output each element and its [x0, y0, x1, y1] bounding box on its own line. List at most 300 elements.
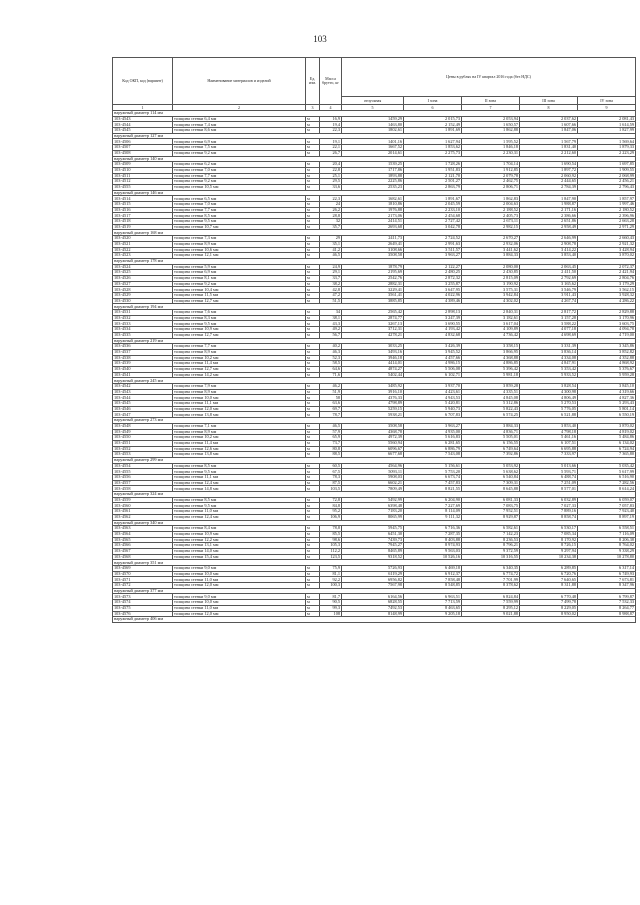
row-zone-price-2: 2 932,06	[462, 241, 520, 247]
row-release-price: 1539,25	[342, 162, 404, 168]
row-name: толщина стенки 14,0 мм	[173, 548, 306, 554]
row-unit: м	[306, 202, 320, 208]
row-release-price: 3267,13	[342, 321, 404, 327]
row-zone-price-4: 8 206,38	[578, 537, 636, 543]
row-zone-price-2: 4 886,85	[462, 361, 520, 367]
row-code: 103-4529	[113, 293, 173, 299]
row-name: толщина стенки 11,0 мм	[173, 577, 306, 583]
row-zone-price-2: 1 912,85	[462, 167, 520, 173]
row-zone-price-4: 6 799,87	[578, 594, 636, 600]
row-mass: 32	[320, 219, 342, 225]
row-zone-price-4: 8 764,02	[578, 543, 636, 549]
row-zone-price-1: 7 543,08	[404, 452, 462, 458]
row-zone-price-3: 4 077,18	[520, 327, 578, 333]
row-mass: 92,2	[320, 577, 342, 583]
row-name: толщина стенки 10,9 мм	[173, 531, 306, 537]
row-zone-price-1: 4 943,53	[404, 395, 462, 401]
row-mass: 112,2	[320, 548, 342, 554]
row-zone-price-2: 2 230,31	[462, 150, 520, 156]
row-zone-price-4: 6 550,19	[578, 412, 636, 418]
row-code: 103-4555	[113, 184, 173, 190]
row-name: толщина стенки 7,6 мм	[173, 310, 306, 316]
row-name: толщина стенки 8,9 мм	[173, 349, 306, 355]
row-zone-price-1: 4 423,61	[404, 389, 462, 395]
row-unit: м	[306, 514, 320, 520]
row-zone-price-1: 2 233,10	[404, 207, 462, 213]
row-unit: м	[306, 162, 320, 168]
header-zone-1: I зона	[404, 97, 462, 105]
row-name: толщина стенки 10,2 мм	[173, 355, 306, 361]
row-mass: 106,9	[320, 514, 342, 520]
row-zone-price-2: 3 182,61	[462, 315, 520, 321]
row-zone-price-1: 4 986,15	[404, 361, 462, 367]
row-zone-price-3: 3 828,54	[520, 384, 578, 390]
row-zone-price-2: 2 053,94	[462, 116, 520, 122]
row-mass: 46,5	[320, 423, 342, 429]
row-code: 103-4512	[113, 179, 173, 185]
row-name: толщина стенки 7,9 мм	[173, 384, 306, 390]
row-zone-price-2: 2 673,11	[462, 219, 520, 225]
row-name: толщина стенки 12,7 мм	[173, 366, 306, 372]
row-name: толщина стенки 9,5 мм	[173, 469, 306, 475]
row-zone-price-3: 7 640,65	[520, 577, 578, 583]
row-name: толщина стенки 10,0 мм	[173, 395, 306, 401]
row-zone-price-4: 2 072,37	[578, 264, 636, 270]
row-zone-price-2: 9 021,88	[462, 611, 520, 617]
row-code: 103-4546	[113, 406, 173, 412]
row-zone-price-3: 5 353,42	[520, 366, 578, 372]
row-zone-price-2: 7 309,31	[462, 480, 520, 486]
row-unit: м	[306, 401, 320, 407]
row-zone-price-1: 6 716,36	[404, 526, 462, 532]
row-code: 103-4565	[113, 537, 173, 543]
row-zone-price-3: 2 792,69	[520, 275, 578, 281]
row-release-price: 1463,80	[342, 122, 404, 128]
row-release-price: 2225,86	[342, 179, 404, 185]
row-zone-price-2: 7 559,99	[462, 600, 520, 606]
row-zone-price-1: 2 872,32	[404, 275, 462, 281]
row-unit: м	[306, 469, 320, 475]
col-index: 2	[173, 105, 306, 111]
row-unit: м	[306, 531, 320, 537]
row-zone-price-4: 2 804,76	[578, 275, 636, 281]
row-zone-price-4: 6 059,07	[578, 497, 636, 503]
row-name: толщина стенки 9,0 мм	[173, 566, 306, 572]
row-mass: 63,6	[320, 401, 342, 407]
row-code: 103-4548	[113, 423, 173, 429]
row-unit: м	[306, 145, 320, 151]
row-unit: м	[306, 247, 320, 253]
row-code: 103-4561	[113, 509, 173, 515]
row-zone-price-4: 2 421,94	[578, 270, 636, 276]
row-zone-price-1: 5 506,08	[404, 366, 462, 372]
row-release-price: 1459,29	[342, 116, 404, 122]
row-code: 103-4545	[113, 128, 173, 134]
row-zone-price-3: 3 588,22	[520, 321, 578, 327]
row-zone-price-4: 5 484,86	[578, 435, 636, 441]
row-zone-price-4: 4 286,22	[578, 298, 636, 304]
row-release-price: 6398,48	[342, 503, 404, 509]
row-zone-price-1: 2 045,59	[404, 202, 462, 208]
row-zone-price-2: 2 840,31	[462, 310, 520, 316]
row-unit: м	[306, 509, 320, 515]
row-mass: 38,2	[320, 281, 342, 287]
row-zone-price-3: 4 267,74	[520, 298, 578, 304]
row-zone-price-2: 3 617,04	[462, 321, 520, 327]
row-name: толщина стенки 8,9 мм	[173, 389, 306, 395]
row-unit: м	[306, 600, 320, 606]
row-release-price: 2693,68	[342, 224, 404, 230]
row-code: 103-4568	[113, 554, 173, 560]
row-zone-price-2: 3 859,28	[462, 384, 520, 390]
row-release-price: 7567,98	[342, 583, 404, 589]
row-zone-price-1: 6 102,71	[404, 372, 462, 378]
row-unit: м	[306, 332, 320, 338]
row-name: толщина стенки 8,5 мм	[173, 463, 306, 469]
row-mass: 90,5	[320, 600, 342, 606]
row-unit: м	[306, 122, 320, 128]
row-mass: 103,5	[320, 486, 342, 492]
row-release-price: 1667,52	[342, 145, 404, 151]
row-release-price: 4798,89	[342, 401, 404, 407]
row-zone-price-4: 4 719,00	[578, 332, 636, 338]
row-zone-price-2: 5 053,92	[462, 463, 520, 469]
row-zone-price-4: 2 663,28	[578, 219, 636, 225]
row-zone-price-1: 8 114,09	[404, 509, 462, 515]
row-name: толщина стенки 9,0 мм	[173, 594, 306, 600]
row-code: 103-4517	[113, 213, 173, 219]
row-zone-price-2: 6 340,35	[462, 566, 520, 572]
row-zone-price-1: 8 548,85	[404, 583, 462, 589]
row-release-price: 1976,88	[342, 207, 404, 213]
row-release-price: 8148,99	[342, 611, 404, 617]
row-zone-price-3: 4 334,08	[520, 355, 578, 361]
row-zone-price-4: 4 094,78	[578, 327, 636, 333]
row-zone-price-3: 1 897,72	[520, 167, 578, 173]
row-zone-price-2: 3 441,62	[462, 247, 520, 253]
row-code: 103-4520	[113, 236, 173, 242]
row-code: 103-4509	[113, 162, 173, 168]
row-zone-price-4: 2 796,43	[578, 184, 636, 190]
row-zone-price-2: 2 982,15	[462, 224, 520, 230]
row-release-price: 3485,92	[342, 384, 404, 390]
section-title: наружный диаметр 114 мм	[113, 111, 636, 117]
row-zone-price-1: 4 832,68	[404, 332, 462, 338]
row-name: толщина стенки 7,7 мм	[173, 173, 306, 179]
row-zone-price-2: 4 836,71	[462, 429, 520, 435]
row-zone-price-4: 2 456,21	[578, 179, 636, 185]
row-name: толщина стенки 7,7 мм	[173, 344, 306, 350]
row-zone-price-2: 3 884,33	[462, 253, 520, 259]
row-zone-price-3: 8 311,88	[520, 583, 578, 589]
row-zone-price-2: 2 670,27	[462, 236, 520, 242]
row-name: толщина стенки 6,9 мм	[173, 270, 306, 276]
row-zone-price-1: 7 713,59	[404, 600, 462, 606]
row-code: 103-4550	[113, 435, 173, 441]
row-zone-price-2: 2 080,00	[462, 264, 520, 270]
section-title: наружный диаметр 377 мм	[113, 588, 636, 594]
row-release-price: 1893,88	[342, 173, 404, 179]
row-zone-price-4: 6 749,93	[578, 571, 636, 577]
row-code: 103-4560	[113, 503, 173, 509]
row-code: 103-4530	[113, 298, 173, 304]
row-zone-price-2: 2 004,63	[462, 202, 520, 208]
row-zone-price-1: 7 287,35	[404, 531, 462, 537]
row-mass: 51,5	[320, 298, 342, 304]
row-zone-price-3: 5 933,52	[520, 372, 578, 378]
row-unit: м	[306, 270, 320, 276]
row-unit: м	[306, 184, 320, 190]
row-name: толщина стенки 8,9 мм	[173, 241, 306, 247]
row-zone-price-3: 1 831,40	[520, 145, 578, 151]
row-zone-price-3: 6 289,85	[520, 566, 578, 572]
row-mass: 99,3	[320, 605, 342, 611]
row-zone-price-1: 3 247,39	[404, 315, 462, 321]
row-zone-price-2: 5 822,43	[462, 406, 520, 412]
row-name: толщина стенки 9,2 мм	[173, 179, 306, 185]
row-zone-price-3: 2 063,45	[520, 264, 578, 270]
row-code: 103-4511	[113, 173, 173, 179]
row-zone-price-4: 10 278,80	[578, 554, 636, 560]
row-zone-price-1: 3 937,70	[404, 384, 462, 390]
row-release-price: 1878,79	[342, 264, 404, 270]
row-zone-price-4: 1 614,59	[578, 122, 636, 128]
row-zone-price-2: 1 862,83	[462, 196, 520, 202]
row-mass: 65,9	[320, 435, 342, 441]
row-name: толщина стенки 11,1 мм	[173, 401, 306, 407]
row-zone-price-4: 6 317,14	[578, 566, 636, 572]
row-code: 103-4562	[113, 514, 173, 520]
row-zone-price-1: 2 898,13	[404, 310, 462, 316]
row-zone-price-2: 7 701,99	[462, 577, 520, 583]
row-release-price: 5938,21	[342, 412, 404, 418]
row-mass: 46,2	[320, 384, 342, 390]
row-zone-price-3: 2 060,92	[520, 173, 578, 179]
col-index: 1	[113, 105, 173, 111]
row-release-price: 2882,31	[342, 281, 404, 287]
row-zone-price-2: 6 081,33	[462, 497, 520, 503]
row-name: толщина стенки 12,0 мм	[173, 583, 306, 589]
row-zone-price-1: 8 821,55	[404, 486, 462, 492]
row-zone-price-3: 5 461,16	[520, 435, 578, 441]
row-zone-price-3: 5 013,66	[520, 463, 578, 469]
row-code: 103-4570	[113, 571, 173, 577]
row-release-price: 6119,29	[342, 571, 404, 577]
row-unit: м	[306, 236, 320, 242]
row-unit: м	[306, 452, 320, 458]
row-release-price: 3561,41	[342, 293, 404, 299]
row-zone-price-2: 8 929,87	[462, 514, 520, 520]
header-zone-4: IV зона	[578, 97, 636, 105]
header-unit: Ед. изм.	[306, 58, 320, 105]
row-mass: 49,2	[320, 327, 342, 333]
row-zone-price-3: 5 776,05	[520, 406, 578, 412]
row-name: толщина стенки 8,9 мм	[173, 429, 306, 435]
row-zone-price-3: 6 530,17	[520, 526, 578, 532]
row-zone-price-4: 2 180,52	[578, 207, 636, 213]
row-code: 103-4523	[113, 253, 173, 259]
row-unit: м	[306, 486, 320, 492]
row-zone-price-2: 2 462,75	[462, 179, 520, 185]
row-zone-price-3: 2 958,49	[520, 224, 578, 230]
row-release-price: 2535,23	[342, 184, 404, 190]
row-zone-price-2: 2 405,73	[462, 213, 520, 219]
row-release-price: 9318,52	[342, 554, 404, 560]
row-zone-price-3: 6 032,89	[520, 497, 578, 503]
row-mass: 40,2	[320, 344, 342, 350]
row-code: 103-4514	[113, 196, 173, 202]
row-zone-price-4: 5 959,28	[578, 372, 636, 378]
row-name: толщина стенки 14,2 мм	[173, 372, 306, 378]
row-zone-price-2: 6 774,72	[462, 571, 520, 577]
row-zone-price-3: 1 988,87	[520, 202, 578, 208]
row-zone-price-4: 2 223,29	[578, 150, 636, 156]
row-zone-price-4: 3 870,02	[578, 423, 636, 429]
row-zone-price-2: 7 952,51	[462, 509, 520, 515]
row-name: толщина стенки 12,7 мм	[173, 298, 306, 304]
row-zone-price-1: 8 974,93	[404, 543, 462, 549]
header-code: Код ОКП, код (вариант)	[113, 58, 173, 105]
row-code: 103-4564	[113, 531, 173, 537]
row-zone-price-4: 7 923,40	[578, 509, 636, 515]
row-unit: м	[306, 264, 320, 270]
row-zone-price-4: 2 829,88	[578, 310, 636, 316]
row-release-price: 4972,39	[342, 435, 404, 441]
row-release-price: 8465,89	[342, 548, 404, 554]
row-zone-price-2: 4 845,08	[462, 395, 520, 401]
row-zone-price-4: 2 068,99	[578, 173, 636, 179]
row-mass: 29	[320, 236, 342, 242]
row-zone-price-1: 2 480,25	[404, 270, 462, 276]
row-name: толщина стенки 10,0 мм	[173, 571, 306, 577]
col-index: 9	[578, 105, 636, 111]
row-unit: м	[306, 241, 320, 247]
row-name: толщина стенки 11,5 мм	[173, 293, 306, 299]
row-name: толщина стенки 9,5 мм	[173, 219, 306, 225]
row-zone-price-1: 6 912,37	[404, 571, 462, 577]
row-code: 103-4545	[113, 401, 173, 407]
header-name: Наименование материалов и изделий	[173, 58, 306, 105]
row-zone-price-1: 2 152,49	[404, 122, 462, 128]
row-zone-price-4: 2 081,43	[578, 116, 636, 122]
row-name: толщина стенки 8,5 мм	[173, 497, 306, 503]
row-mass: 78,8	[320, 526, 342, 532]
row-release-price: 2195,69	[342, 270, 404, 276]
row-code: 103-4532	[113, 315, 173, 321]
row-zone-price-3: 8 170,92	[520, 537, 578, 543]
row-zone-price-3: 8 858,74	[520, 514, 578, 520]
row-code: 103-4528	[113, 287, 173, 293]
row-name: толщина стенки 9,2 мм	[173, 281, 306, 287]
row-zone-price-1: 9 205,18	[404, 611, 462, 617]
row-release-price: 2411,73	[342, 236, 404, 242]
row-unit: м	[306, 435, 320, 441]
row-zone-price-3: 6 695,88	[520, 446, 578, 452]
row-zone-price-3: 7 499,78	[520, 600, 578, 606]
row-unit: м	[306, 475, 320, 481]
row-zone-price-3: 6 107,51	[520, 440, 578, 446]
row-zone-price-2: 1 846,18	[462, 145, 520, 151]
row-release-price: 4376,33	[342, 395, 404, 401]
row-unit: м	[306, 577, 320, 583]
row-name: толщина стенки 7,0 мм	[173, 167, 306, 173]
row-mass: 67,5	[320, 469, 342, 475]
row-name: толщина стенки 13,1 мм	[173, 543, 306, 549]
row-zone-price-3: 2 817,72	[520, 310, 578, 316]
row-name: толщина стенки 9,5 мм	[173, 321, 306, 327]
row-mass: 84,8	[320, 503, 342, 509]
row-zone-price-4: 4 319,66	[578, 389, 636, 395]
row-name: толщина стенки 7,0 мм	[173, 202, 306, 208]
row-mass: 75,9	[320, 566, 342, 572]
row-zone-price-3: 2 212,60	[520, 150, 578, 156]
row-mass: 73,7	[320, 440, 342, 446]
row-zone-price-3: 2 171,16	[520, 207, 578, 213]
row-zone-price-4: 3 179,29	[578, 281, 636, 287]
row-code: 103-4551	[113, 440, 173, 446]
row-zone-price-1: 4 457,66	[404, 355, 462, 361]
row-code: 103-4516	[113, 207, 173, 213]
row-release-price: 6677,68	[342, 452, 404, 458]
row-zone-price-2: 6 749,64	[462, 446, 520, 452]
row-name: толщина стенки 10,2 мм	[173, 435, 306, 441]
row-code: 103-4567	[113, 548, 173, 554]
row-zone-price-1: 3 042,78	[404, 224, 462, 230]
row-zone-price-4: 3 428,94	[578, 247, 636, 253]
row-mass: 22,1	[320, 145, 342, 151]
row-code: 103-4575	[113, 605, 173, 611]
row-mass: 46,5	[320, 253, 342, 259]
row-zone-price-3: 2 444,65	[520, 179, 578, 185]
row-code: 103-4533	[113, 321, 173, 327]
row-zone-price-2: 7 083,75	[462, 503, 520, 509]
row-name: толщина стенки 7,4 мм	[173, 122, 306, 128]
row-name: толщина стенки 6,4 мм	[173, 116, 306, 122]
row-code: 103-4540	[113, 366, 173, 372]
row-release-price: 4368,78	[342, 429, 404, 435]
row-release-price: 3508,58	[342, 423, 404, 429]
row-unit: м	[306, 196, 320, 202]
row-name: толщина стенки 10,7 мм	[173, 224, 306, 230]
row-release-price: 6451,30	[342, 531, 404, 537]
row-code: 103-4538	[113, 355, 173, 361]
row-release-price: 3033,25	[342, 344, 404, 350]
row-mass: 98,6	[320, 537, 342, 543]
section-title: наружный диаметр 340 мм	[113, 520, 636, 526]
section-title: наружный диаметр 140 мм	[113, 156, 636, 162]
row-name: толщина стенки 8,5 мм	[173, 213, 306, 219]
row-mass: 87,5	[320, 480, 342, 486]
row-unit: м	[306, 605, 320, 611]
row-name: толщина стенки 10,0 мм	[173, 600, 306, 606]
row-zone-price-4: 7 532,33	[578, 600, 636, 606]
row-zone-price-1: 3 647,95	[404, 287, 462, 293]
row-zone-price-3: 2 411,50	[520, 270, 578, 276]
row-zone-price-4: 8 264,77	[578, 605, 636, 611]
row-code: 103-4573	[113, 594, 173, 600]
row-code: 103-4534	[113, 327, 173, 333]
row-code: 103-4535	[113, 332, 173, 338]
row-code: 103-4525	[113, 270, 173, 276]
row-unit: м	[306, 281, 320, 287]
row-unit: м	[306, 389, 320, 395]
col-index: 7	[462, 105, 520, 111]
row-unit: м	[306, 361, 320, 367]
row-zone-price-1: 9 563,03	[404, 548, 462, 554]
row-release-price: 3229,41	[342, 287, 404, 293]
row-zone-price-2: 4 736,42	[462, 332, 520, 338]
row-zone-price-1: 6 673,74	[404, 475, 462, 481]
